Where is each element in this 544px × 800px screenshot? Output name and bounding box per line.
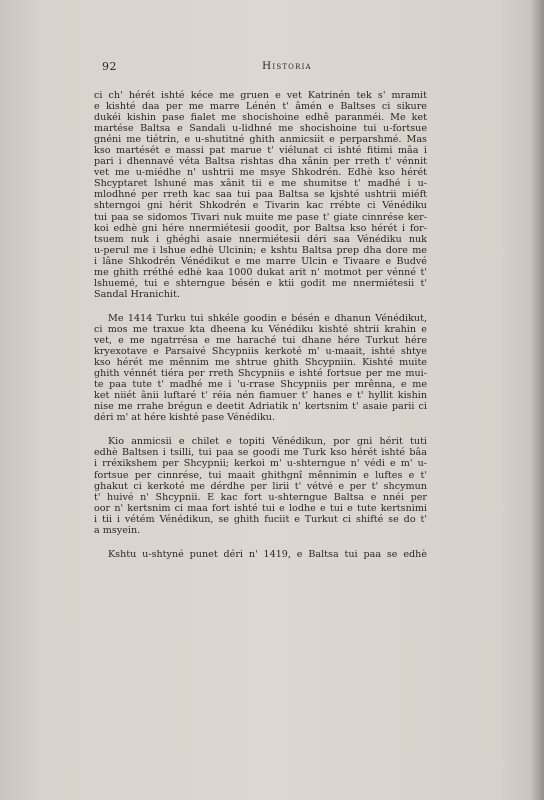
text-line: a msyein.: [94, 524, 141, 536]
text-line: nise me rrahe brégun e deetit Adriatik n' kertsnim t' asaie parii ci: [94, 401, 427, 413]
text-line: e kishté daa per me marre Lénén t' âmén e Baltses ci sikure: [94, 101, 427, 113]
text-line: koi edhè gni hére nnermiétesii goodit, por Baltsa kso hérét i for-: [94, 222, 427, 234]
text-line: t' huivé n' Shcypnii. E kac fort u-shterngue Baltsa e nnéi per: [94, 491, 427, 503]
text-line: déri m' at hére kishté pase Vénédiku.: [94, 412, 276, 424]
text-line: tsuem nuk i ghéghi asaie nnermiétesii déri saa Vénédiku nuk: [94, 233, 427, 245]
text-line: kryexotave e Parsaivé Shcypniis kerkoté m' u-maait, ishté shtye: [94, 346, 427, 358]
running-head: Historia: [262, 60, 312, 72]
text-line: Shcyptaret lshuné mas xânit tii e me shumitse t' madhé i u-: [94, 178, 427, 190]
text-line: te paa tute t' madhé me i 'u-rrase Shcypniis per mrênna, e me: [94, 379, 427, 391]
paragraph-gap: [94, 300, 427, 313]
text-line: Kshtu u-shtyné punet déri n' 1419, e Baltsa tui paa se edhè: [108, 548, 427, 560]
text-line: lshuemé, tui e shterngue bésén e ktii godit me nnermiétesii t': [94, 277, 427, 289]
text-line: u-perul me i lshue edhè Ulcinin; e kshtu Baltsa prep dha dore me: [94, 244, 427, 256]
text-line: dukéi kishin pase fialet me shocishoine edhê paranméi. Me ket: [94, 112, 427, 124]
text-line: i rréxikshem per Shcypnii; kerkoi m' u-shterngue n' védi e m' u-: [94, 458, 427, 470]
text-line: ci ch' hérét ishté kéce me gruen e vet Katrinén tek s' mramit: [94, 90, 427, 101]
text-line: i lâne Shkodrén Vénédikut e me marre Ulcin e Tivaare e Budvé: [94, 255, 427, 267]
paragraph-gap: [94, 423, 427, 436]
text-line: vet me u-miédhe n' ushtrii me msye Shkodrén. Edhè kso hérét: [94, 167, 427, 179]
text-line: ci mos me traxue kta dheena ku Vénédiku kishté shtrii krahin e: [94, 323, 427, 335]
text-line: gnéni me tiétrin, e u-shutitné ghith anmicsiit e perparshmé. Mas: [94, 134, 427, 146]
text-line: oor n' kertsnim ci maa fort ishté tui e lodhe e tui e tute kertsnimi: [94, 502, 427, 514]
paragraph: [94, 436, 427, 535]
text-line: fortsue per cinnrése, tui maait ghithgnî mênnimin e luftes e t': [94, 469, 427, 481]
text-line: Sandal Hranichit.: [94, 288, 180, 300]
text-line: ghith vénnét tiéra per rreth Shcypniis e ishté fortsue per me mui-: [94, 368, 427, 380]
page-number: 92: [102, 60, 117, 73]
text-line: kso hérét me mênnim me shtrue ghith Shcypniin. Kishté muite: [94, 357, 427, 369]
text-line: ghakut ci kerkoté me dérdhe per lirii t' vétvé e per t' shcymun: [94, 480, 427, 492]
text-line: kso martését e massi pat marue t' viélunat ci ishté fitimi mâa i: [94, 145, 427, 157]
page-edge-shadow: [530, 0, 544, 800]
text-line: Kio anmicsii e chilet e topiti Vénédikun, por gni hérit tuti: [108, 436, 427, 448]
paragraph: [94, 90, 427, 300]
text-line: vet, e me ngatrrésa e me haraché tui dhane hére Turkut hére: [94, 334, 427, 346]
paragraph: [94, 313, 427, 423]
text-line: i tii i vétém Vénédikun, se ghith fuciit e Turkut ci shifté se do t': [94, 513, 427, 525]
paragraph: [94, 549, 427, 560]
text-line: mlodhné per rreth kac saa tui paa Baltsa se kjshté ushtrii miéft: [94, 189, 427, 201]
body-text: [94, 90, 427, 560]
paragraph-gap: [94, 536, 427, 549]
text-line: me ghith rréthé edhè kaa 1000 dukat arit n' motmot per vénné t': [94, 266, 427, 278]
text-line: tui paa se sidomos Tivari nuk muite me pase t' giate cinnrése ker-: [94, 211, 427, 223]
text-line: Me 1414 Turku tui shkéle goodin e bésén e dhanun Vénédikut,: [108, 312, 427, 324]
text-line: ket niiét ânii luftaré t' réia nén fiamuer t' hanes e t' hyllit kishin: [94, 390, 427, 402]
page-header: [102, 60, 432, 76]
text-line: shterngoi gni hérit Shkodrén e Tivarin kac rrébte ci Vénédiku: [94, 200, 427, 212]
text-line: pari i dhennavé véta Baltsa rishtas dha xânin per rreth t' vénnit: [94, 156, 427, 168]
text-line: edhè Baltsen i tsilli, tui paa se goodi me Turk kso hérét ishté bâa: [94, 447, 427, 459]
text-line: martése Baltsa e Sandali u-lidhné me shocishoine tui u-fortsue: [94, 123, 427, 135]
